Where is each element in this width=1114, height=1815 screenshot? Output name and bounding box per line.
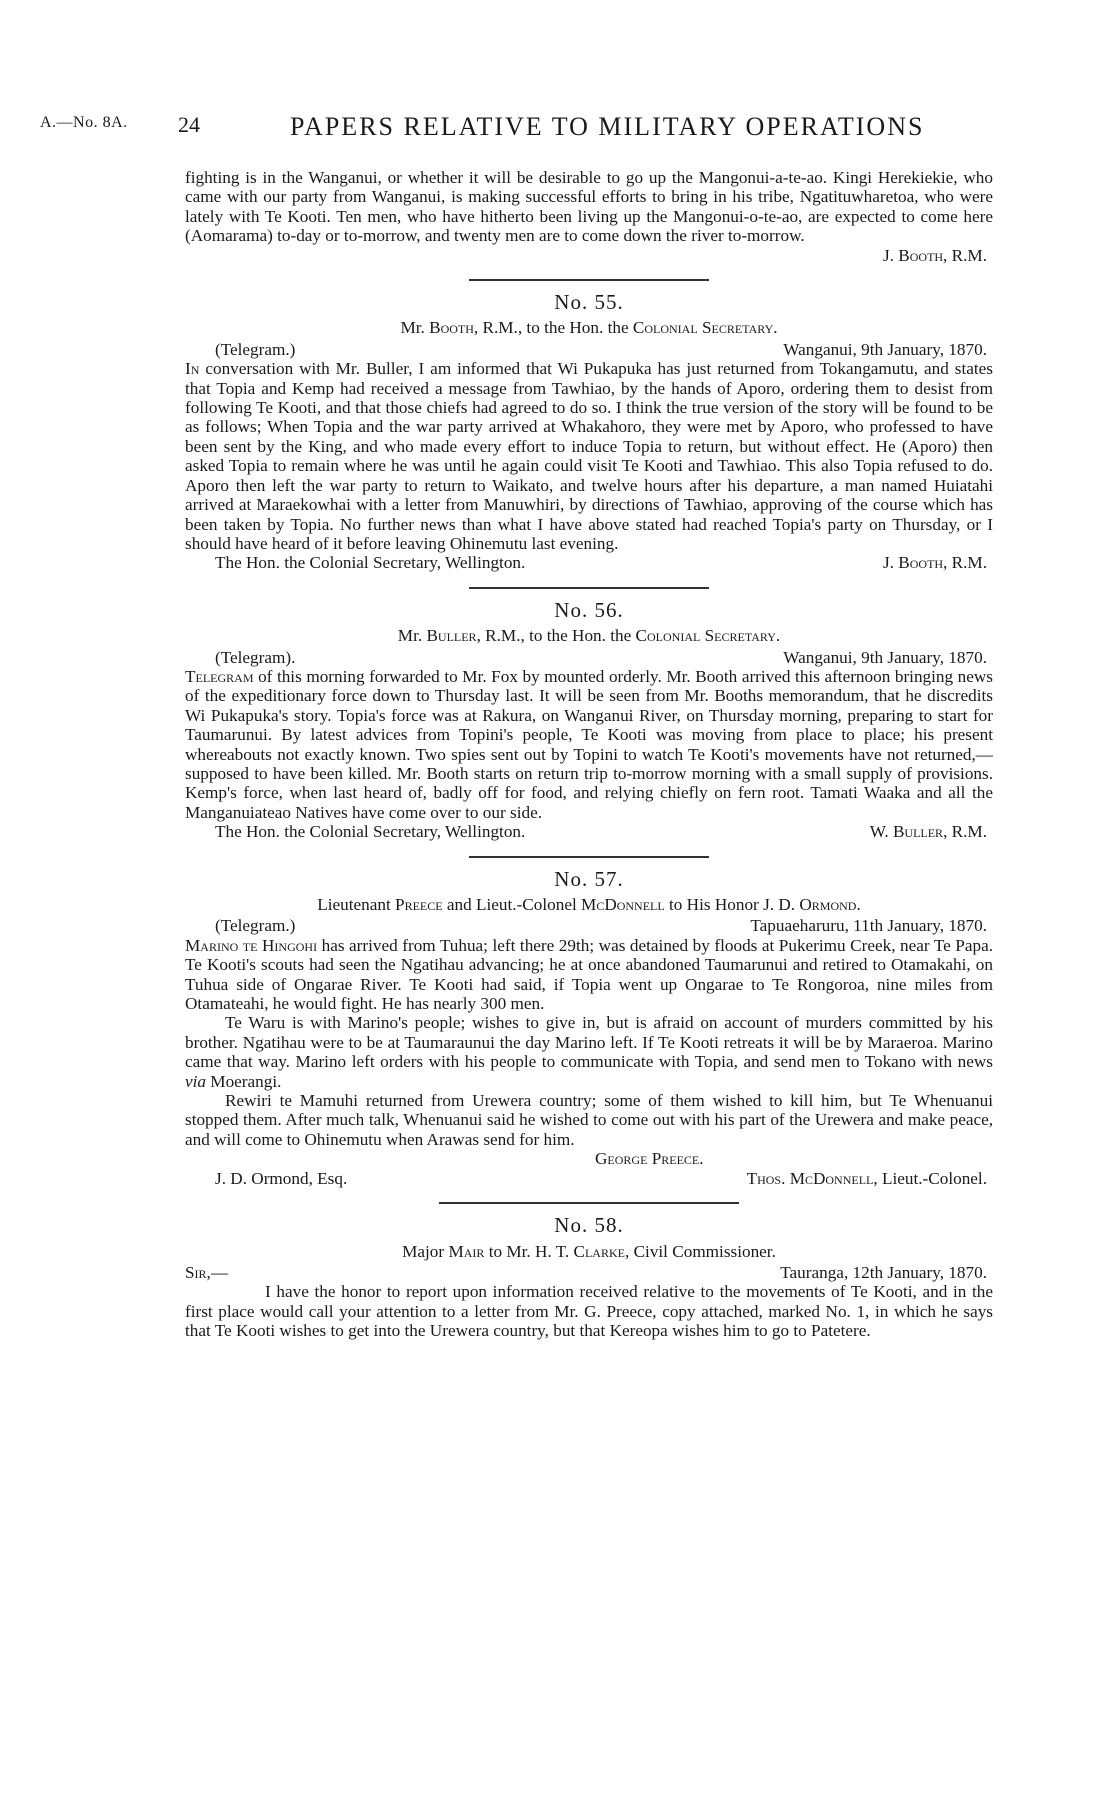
section-57-meta bbox=[185, 916, 993, 935]
intro-signature: J. Booth, R.M. bbox=[882, 245, 987, 265]
page-header bbox=[40, 112, 1054, 142]
section-57-paragraph-3: Rewiri te Mamuhi returned from Urewera country; some of them wished to kill him, but Te Whenuanui stopped them. After much talk, Whenuanui said he wished to come out with his part of the Urewera and make peace, and will come to Ohinemutu when Arawas send for him. bbox=[185, 1091, 993, 1149]
section-55-closing bbox=[185, 553, 993, 572]
section-57-signature-1: George Preece. bbox=[595, 1149, 704, 1169]
document-body bbox=[185, 168, 993, 1341]
section-56-closing bbox=[185, 822, 993, 841]
section-55-title: No. 55. bbox=[554, 290, 624, 315]
section-56-title: No. 56. bbox=[554, 597, 624, 622]
section-55-meta bbox=[185, 340, 993, 359]
place-date: Wanganui, 9th January, 1870. bbox=[783, 339, 987, 359]
section-divider bbox=[469, 279, 709, 281]
section-57-paragraph-1: Marino te Hingohi has arrived from Tuhua; left there 29th; was detained by floods at Pukerimu Creek, near Te Papa. Te Kooti's scouts had seen the Ngatihau advancing; he at once abandoned Taumarunui and retired to Otamakahi, on Tuhua side of Ongarae River. Te Kooti had said, if Topia went up Ongarae to Te Rongoroa, nine miles from Otamateahi, he would fight. He has nearly 300 men. bbox=[185, 935, 993, 1014]
section-57-title: No. 57. bbox=[554, 866, 624, 891]
addressee: The Hon. the Colonial Secretary, Wellington. bbox=[215, 822, 526, 842]
section-57-closing bbox=[185, 1169, 993, 1188]
running-title: PAPERS RELATIVE TO MILITARY OPERATIONS bbox=[290, 112, 925, 141]
section-56 bbox=[185, 597, 993, 842]
message-kind: (Telegram). bbox=[215, 647, 296, 667]
section-57 bbox=[185, 866, 993, 1189]
section-58-title: No. 58. bbox=[554, 1213, 624, 1238]
section-55 bbox=[185, 290, 993, 573]
section-56-heading: Mr. Buller, R.M., to the Hon. the Colonial Secretary. bbox=[397, 626, 781, 646]
document-reference: A.—No. 8A. bbox=[40, 114, 128, 131]
section-58-meta bbox=[185, 1263, 993, 1282]
section-divider bbox=[469, 856, 709, 858]
section-57-heading: Lieutenant Preece and Lieut.-Colonel McDonnell to His Honor J. D. Ormond. bbox=[317, 895, 861, 914]
intro-paragraph: fighting is in the Wanganui, or whether it will be desirable to go up the Mangonui-a-te-ao. Kingi Herekiekie, who came with our party from Wanganui, is making successful efforts to bring in his tribe, Ngatituwharetoa, who were lately with Te Kooti. Ten men, who have hitherto been living up the Mangonui-o-te-ao, are expected to come here (Aomarama) to-day or to-morrow, and twenty men are to come down the river to-morrow. bbox=[185, 168, 993, 246]
section-divider bbox=[469, 587, 709, 589]
message-kind: (Telegram.) bbox=[215, 916, 296, 936]
section-57-paragraph-2: Te Waru is with Marino's people; wishes to give in, but is afraid on account of murders committed by his brother. Ngatihau were to be at Taumaraunui the day Marino left. If Te Kooti retreats it will be by Maraeroa. Marino came that way. Marino left orders with his people to communicate with Topia, and send men to Tokano with news via Moerangi. bbox=[185, 1013, 993, 1091]
section-56-meta bbox=[185, 648, 993, 667]
section-58-body: I have the honor to report upon information received relative to the movements of Te Kooti, and in the first place would call your attention to a letter from Mr. G. Preece, copy attached, marked No. 1, in which he says that Te Kooti wishes to get into the Urewera country, but that Kereopa wishes him to go to Patetere. bbox=[185, 1282, 993, 1341]
signature: Thos. McDonnell, Lieut.-Colonel. bbox=[746, 1168, 987, 1188]
place-date: Wanganui, 9th January, 1870. bbox=[783, 647, 987, 667]
signature: W. Buller, R.M. bbox=[869, 822, 987, 842]
place-date: Tauranga, 12th January, 1870. bbox=[780, 1262, 987, 1282]
signature: J. Booth, R.M. bbox=[882, 553, 987, 573]
page-number: 24 bbox=[178, 112, 200, 137]
place-date: Tapuaeharuru, 11th January, 1870. bbox=[750, 916, 987, 936]
salutation: Sir,— bbox=[185, 1262, 229, 1282]
message-kind: (Telegram.) bbox=[215, 339, 296, 359]
section-58-heading: Major Mair to Mr. H. T. Clarke, Civil Commissioner. bbox=[402, 1241, 776, 1261]
section-divider bbox=[439, 1202, 739, 1204]
addressee: The Hon. the Colonial Secretary, Wellington. bbox=[215, 553, 526, 573]
section-58 bbox=[185, 1213, 993, 1341]
section-55-body: In conversation with Mr. Buller, I am informed that Wi Pukapuka has just returned from Tokangamutu, and states that Topia and Kemp had received a message from Tawhiao, by the hands of Aporo, ordering them to desist from following Te Kooti, and that those chiefs had agreed to do so. I think the true version of the story will be found to be as follows; When Topia and the war party arrived at Whakahoro, they were met by Aporo, who professed to have been sent by the King, and who made every effort to induce Topia to return, but without effect. He (Aporo) then asked Topia to remain where he was until he again could visit Te Kooti and Tawhiao. This also Topia refused to do. Aporo then left the war party to return to Waikato, and twelve hours after his departure, a man named Huiatahi arrived at Maraekowhai with a letter from Manuwhiri, by directions of Tawhiao, approving of the course which has been taken by Topia. No further news than what I have above stated had reached Topia's party on Thursday, or I should have heard of it before leaving Ohinemutu last evening. bbox=[185, 359, 993, 553]
section-55-heading: Mr. Booth, R.M., to the Hon. the Colonial Secretary. bbox=[400, 318, 778, 338]
section-56-body: Telegram of this morning forwarded to Mr. Fox by mounted orderly. Mr. Booth arrived this afternoon bringing news of the expeditionary force down to Thursday last. It will be seen from Mr. Booths memorandum, that he discredits Wi Pukapuka's story. Topia's force was at Rakura, on Wanganui River, on Thursday morning, preparing to start for Taumarunui. By latest advices from Topini's people, Te Kooti was moving from place to place; his present whereabouts not exactly known. Two spies sent out by Topini to watch Te Kooti's movements have not returned,—supposed to have been killed. Mr. Booth starts on return trip to-morrow morning with a small supply of provisions. Kemp's force, when last heard of, badly off for food, and relying chiefly on fern root. Tamati Waaka and all the Manganuiateao Natives have come over to our side. bbox=[185, 666, 993, 822]
addressee: J. D. Ormond, Esq. bbox=[215, 1168, 348, 1188]
